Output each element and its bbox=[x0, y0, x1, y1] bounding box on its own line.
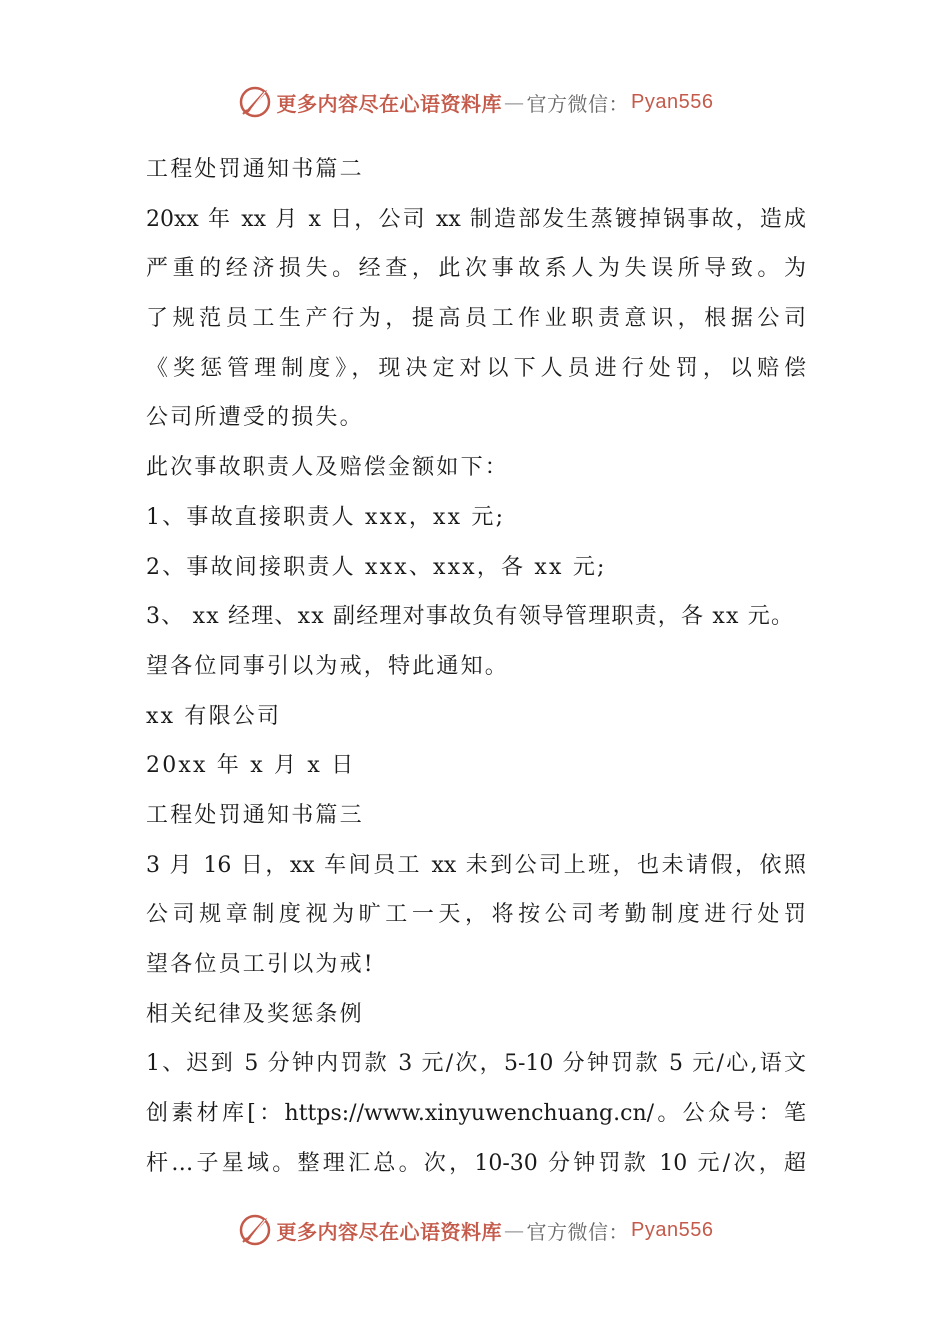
paragraph-line: 望各位同事引以为戒，特此通知。 bbox=[146, 653, 510, 679]
banner-dash: — bbox=[504, 1218, 525, 1242]
header-banner bbox=[0, 80, 950, 124]
banner-dash: — bbox=[504, 90, 525, 114]
list-item: 1、事故直接职责人 xxx，xx 元; bbox=[146, 504, 506, 530]
paragraph-line: 20xx 年 xx 月 x 日，公司 xx 制造部发生蒸镀掉锅事故，造成 bbox=[146, 206, 806, 232]
paragraph-line: 公司所遭受的损失。 bbox=[146, 405, 364, 431]
paragraph-line: 公司规章制度视为旷工一天，将按公司考勤制度进行处罚 bbox=[146, 902, 806, 928]
list-item: 1、迟到 5 分钟内罚款 3 元/次，5-10 分钟罚款 5 元/心,语文 bbox=[146, 1051, 806, 1077]
paragraph-line: 创素材库[：https://www.xinyuwenchuang.cn/。公众号：笔 bbox=[146, 1101, 806, 1127]
paragraph-line: 严重的经济损失。经查，此次事故系人为失误所导致。为 bbox=[146, 256, 806, 282]
banner-sub-text: 官方微信： bbox=[526, 91, 630, 116]
banner-main-text: 更多内容尽在心语资料库 bbox=[276, 91, 503, 116]
footer-banner bbox=[0, 1208, 950, 1252]
banner-sub-text: 官方微信： bbox=[526, 1219, 630, 1244]
quill-logo-icon bbox=[237, 1212, 273, 1248]
banner-wechat-id: Pyan556 bbox=[631, 90, 714, 113]
section-title-3: 工程处罚通知书篇三 bbox=[146, 802, 364, 828]
section-heading: 相关纪律及奖惩条例 bbox=[146, 1001, 364, 1027]
banner-main-text: 更多内容尽在心语资料库 bbox=[276, 1219, 503, 1244]
document-body bbox=[146, 145, 806, 1188]
paragraph-line: 望各位员工引以为戒! bbox=[146, 952, 375, 977]
quill-logo-icon bbox=[237, 84, 273, 120]
paragraph-line: 了规范员工生产行为，提高员工作业职责意识，根据公司 bbox=[146, 306, 806, 332]
banner-wechat-id: Pyan556 bbox=[631, 1218, 714, 1241]
paragraph-line: 此次事故职责人及赔偿金额如下： bbox=[146, 455, 510, 481]
paragraph-line: 《奖惩管理制度》，现决定对以下人员进行处罚，以赔偿 bbox=[146, 355, 806, 381]
paragraph-line: 杆…子星域。整理汇总。次，10-30 分钟罚款 10 元/次，超 bbox=[146, 1150, 806, 1176]
list-item: 2、事故间接职责人 xxx、xxx，各 xx 元; bbox=[146, 554, 607, 580]
list-item: 3、 xx 经理、xx 副经理对事故负有领导管理职责，各 xx 元。 bbox=[146, 604, 795, 630]
company-signature: xx 有限公司 bbox=[146, 703, 282, 729]
paragraph-line: 3 月 16 日，xx 车间员工 xx 未到公司上班，也未请假，依照 bbox=[146, 852, 806, 878]
date-line: 20xx 年 x 月 x 日 bbox=[146, 753, 356, 779]
section-title-2: 工程处罚通知书篇二 bbox=[146, 157, 364, 182]
